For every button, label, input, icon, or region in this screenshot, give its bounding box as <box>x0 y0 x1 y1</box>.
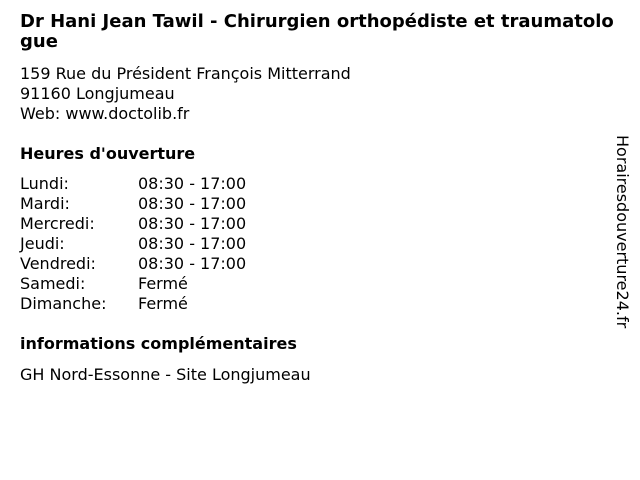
hours-row-saturday <box>20 274 246 294</box>
day-label: Mercredi: <box>20 214 95 233</box>
website-text: Web: www.doctolib.fr <box>20 104 190 123</box>
day-label: Mardi: <box>20 194 70 213</box>
hours-heading: Heures d'ouverture <box>20 144 196 163</box>
additional-info-heading: informations complémentaires <box>20 334 297 353</box>
additional-info-text: GH Nord-Essonne - Site Longjumeau <box>20 365 311 384</box>
address-block <box>20 64 351 124</box>
hours-row-friday <box>20 254 246 274</box>
hours-row-sunday <box>20 294 246 314</box>
site-watermark: Horairesdouverture24.fr <box>613 135 632 329</box>
day-label: Jeudi: <box>20 234 65 253</box>
hours-value: 08:30 - 17:00 <box>138 174 247 193</box>
hours-value: 08:30 - 17:00 <box>138 194 247 213</box>
day-label: Samedi: <box>20 274 86 293</box>
page-title: Dr Hani Jean Tawil - Chirurgien orthopédiste et traumatologue <box>20 11 614 52</box>
street-address: 159 Rue du Président François Mitterrand <box>20 64 351 83</box>
hours-value: 08:30 - 17:00 <box>138 234 247 253</box>
hours-row-wednesday <box>20 214 246 234</box>
hours-value: 08:30 - 17:00 <box>138 254 247 273</box>
city-address: 91160 Longjumeau <box>20 84 175 103</box>
day-label: Lundi: <box>20 174 69 193</box>
hours-value: Fermé <box>138 294 188 313</box>
hours-row-thursday <box>20 234 246 254</box>
hours-row-tuesday <box>20 194 246 214</box>
opening-hours-list <box>20 174 246 314</box>
day-label: Dimanche: <box>20 294 107 313</box>
hours-row-monday <box>20 174 246 194</box>
hours-value: 08:30 - 17:00 <box>138 214 247 233</box>
day-label: Vendredi: <box>20 254 96 273</box>
hours-value: Fermé <box>138 274 188 293</box>
